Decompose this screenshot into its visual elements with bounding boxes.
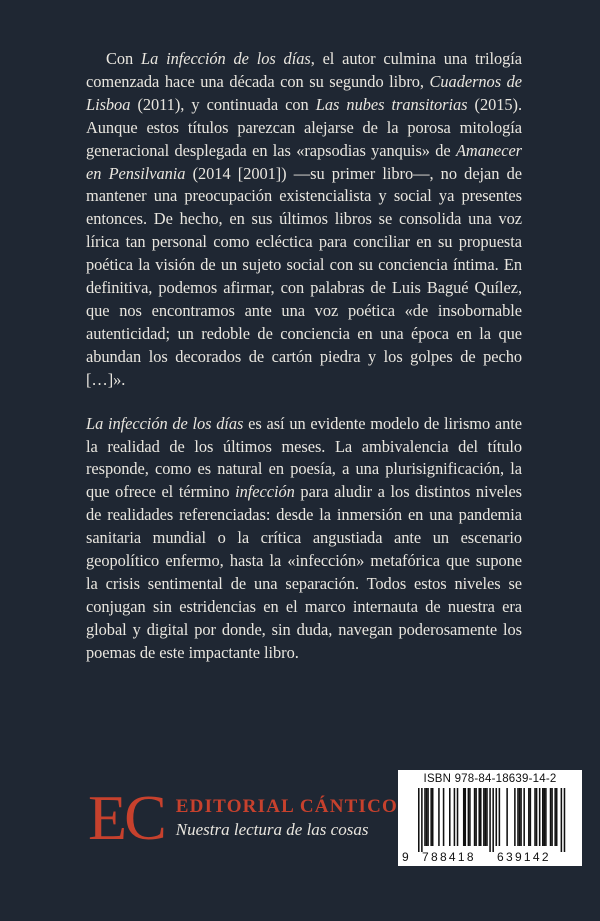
- italic-title-run: Las nubes transitorias: [315, 94, 468, 114]
- blurb-paragraph-1: [86, 48, 522, 392]
- blurb-paragraph-2: [86, 413, 522, 665]
- barcode-bar: [514, 788, 516, 846]
- barcode-bar: [449, 788, 451, 846]
- italic-title-run: Cuadernos de Lisboa: [86, 71, 522, 114]
- isbn-barcode: [398, 770, 582, 866]
- text-run: (2014 [2001]) —su primer libro—, no dejan de mantener una preocupación existencialista y social ya presentes entonces. De hecho, en sus últimos libros se consolida una voz lírica tan personal como ecléctica para conciliar en su propuesta poética la visión de un sujeto social con su conciencia íntima. En definitiva, podemos afirmar, con palabras de Luis Bagué Quílez, que nos encontramos ante una voz poética «de insobornable autenticidad; un redoble de conciencia en una época en la que abundan los decorados de cartón piedra y los golpes de pecho […]».: [86, 163, 522, 389]
- text-run: (2015). Aunque estos títulos parezcan alejarse de la porosa mitología generacional desplegada en las «rapsodias yanquis» de: [86, 94, 522, 160]
- barcode-bar: [426, 788, 428, 846]
- barcode-bar: [551, 788, 553, 846]
- isbn-label: ISBN 978-84-18639-14-2: [423, 773, 557, 785]
- barcode-bar: [506, 788, 508, 846]
- blurb-text: [86, 48, 522, 665]
- barcode-bar: [474, 788, 476, 846]
- barcode-bar: [427, 788, 429, 846]
- barcode-bar: [539, 788, 541, 846]
- barcode-guard-bar: [492, 788, 494, 852]
- barcode-bar: [530, 788, 532, 846]
- barcode-bar: [556, 788, 558, 846]
- barcode-bar: [519, 788, 521, 846]
- barcode-bar: [463, 788, 465, 846]
- publisher-mark: EC: [88, 782, 164, 853]
- barcode-bar: [465, 788, 467, 846]
- barcode-bar: [485, 788, 487, 846]
- text-run: es así un evidente modelo de lirismo ante la realidad de los últimos meses. La ambivalencia del título responde, como es natural en poesía, a una plurisignificación, la que ofrece el término: [86, 413, 522, 502]
- text-run: (2011), y continuada con: [130, 94, 316, 114]
- barcode-guard-bar: [421, 788, 423, 852]
- barcode-bar: [478, 788, 480, 846]
- barcode-bar: [480, 788, 482, 846]
- ean-first-digit: 9: [402, 850, 409, 864]
- barcode-bar: [550, 788, 552, 846]
- publisher-text: [176, 796, 398, 840]
- barcode-guard-bar: [489, 788, 491, 852]
- barcode-bar: [534, 788, 536, 846]
- publisher-motto: Nuestra lectura de las cosas: [175, 820, 369, 839]
- barcode-guard-bar: [418, 788, 420, 852]
- italic-title-run: La infección de los días: [141, 49, 311, 68]
- barcode-bar: [432, 788, 434, 846]
- italic-title-run: La infección de los días: [86, 413, 244, 433]
- barcode-bar: [454, 788, 456, 846]
- barcode-bar: [499, 788, 501, 846]
- barcode-bar: [424, 788, 426, 846]
- barcode-bar: [483, 788, 485, 846]
- barcode-bar: [544, 788, 546, 846]
- barcode-bar: [520, 788, 522, 846]
- barcode-bar: [443, 788, 445, 846]
- barcode-guard-bar: [564, 788, 566, 852]
- italic-title-run: Amanecer en Pensilvania: [86, 140, 522, 183]
- barcode-bar: [438, 788, 440, 846]
- barcode-bars: [404, 788, 576, 852]
- barcode-bar: [486, 788, 488, 846]
- text-run: , el autor culmina una trilogía comenzada hace una década con su segundo libro,: [86, 49, 522, 91]
- italic-title-run: infección: [235, 482, 295, 502]
- barcode-bar: [523, 788, 525, 846]
- text-run: Con: [106, 49, 142, 68]
- publisher-name: EDITORIAL CÁNTICO: [175, 796, 399, 817]
- ean-right-group: 639142: [497, 850, 551, 864]
- text-run: para aludir a los distintos niveles de realidades referenciadas: desde la inmersión en una pandemia sanitaria mundial o la crítica angustiada ante un escenario geopolítico enfermo, hasta la «infección» metafórica que supone la crisis sentimental de una separación. Todos estos niveles se conjugan sin estridencias en el marco internauta de nuestra era global y digital por donde, sin duda, navegan poderosamente los poemas de este impactante libro.: [86, 482, 523, 662]
- barcode-bar: [542, 788, 544, 846]
- barcode-bar: [468, 788, 470, 846]
- barcode-bar: [554, 788, 556, 846]
- barcode-bar: [457, 788, 459, 846]
- barcode-bar: [517, 788, 519, 846]
- publisher-logo: [88, 782, 399, 853]
- barcode-bar: [545, 788, 547, 846]
- barcode-bar: [469, 788, 471, 846]
- ean-left-group: 788418: [422, 850, 476, 864]
- barcode-bar: [496, 788, 498, 846]
- barcode-bar: [475, 788, 477, 846]
- barcode-bar: [536, 788, 538, 846]
- barcode-bar: [430, 788, 432, 846]
- barcode-guard-bar: [561, 788, 563, 852]
- barcode-bar: [528, 788, 530, 846]
